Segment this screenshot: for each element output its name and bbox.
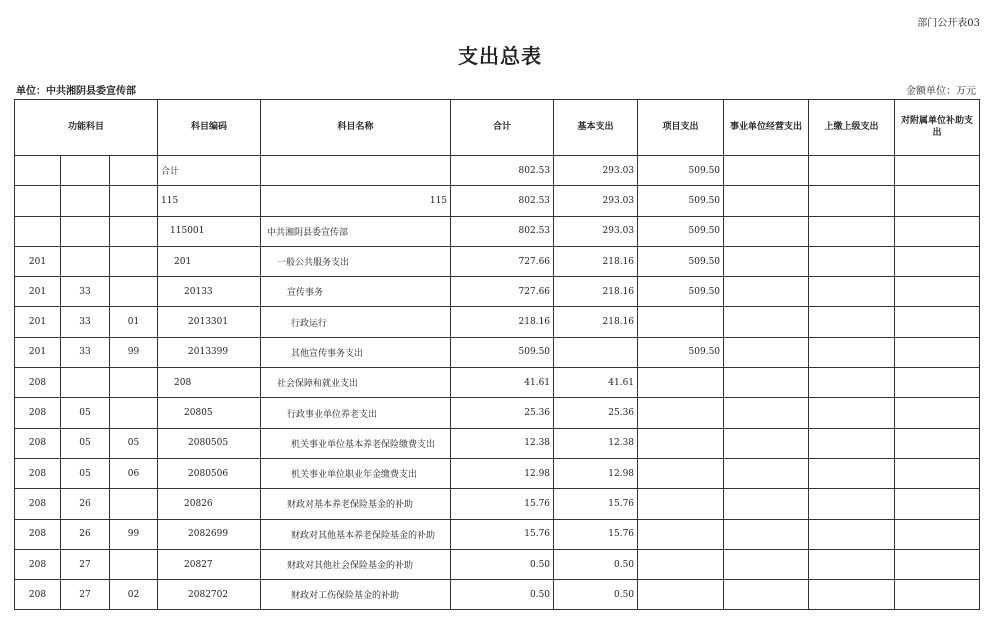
basic-cell: 293.03 [554, 156, 638, 186]
upper-cell [809, 186, 895, 216]
business-cell [724, 307, 809, 337]
func-subitem-cell [110, 277, 158, 307]
subject-name-cell: 其他宣传事务支出 [261, 337, 451, 367]
func-item-cell: 33 [61, 307, 110, 337]
func-subitem-cell [110, 398, 158, 428]
subject-name-cell: 中共湘阴县委宣传部 [261, 216, 451, 246]
total-cell: 727.66 [451, 277, 554, 307]
subsidy-cell [895, 580, 980, 610]
subsidy-cell [895, 519, 980, 549]
unit-label: 单位：中共湘阴县委宣传部 [16, 86, 136, 97]
upper-cell [809, 428, 895, 458]
func-item-cell [61, 156, 110, 186]
business-cell [724, 216, 809, 246]
basic-cell: 218.16 [554, 246, 638, 276]
header-subject-code: 科目编码 [158, 100, 261, 156]
basic-cell: 25.36 [554, 398, 638, 428]
func-class-cell: 208 [15, 489, 61, 519]
subject-code-cell: 合计 [158, 156, 261, 186]
func-subitem-cell: 05 [110, 428, 158, 458]
upper-cell [809, 216, 895, 246]
subject-name-cell: 财政对其他社会保险基金的补助 [261, 549, 451, 579]
subsidy-cell [895, 307, 980, 337]
subject-code-cell: 20826 [158, 489, 261, 519]
business-cell [724, 428, 809, 458]
project-cell: 509.50 [638, 186, 724, 216]
header-basic-expense: 基本支出 [554, 100, 638, 156]
table-row [15, 458, 980, 488]
subsidy-cell [895, 156, 980, 186]
header-subsidy-expense: 对附属单位补助支出 [895, 100, 980, 156]
func-subitem-cell: 06 [110, 458, 158, 488]
subject-code-cell: 2013399 [158, 337, 261, 367]
subsidy-cell [895, 489, 980, 519]
table-row [15, 489, 980, 519]
business-cell [724, 398, 809, 428]
table-row [15, 307, 980, 337]
func-item-cell [61, 216, 110, 246]
basic-cell: 218.16 [554, 277, 638, 307]
expenditure-table [14, 99, 980, 610]
project-cell [638, 580, 724, 610]
subject-code-cell: 2082702 [158, 580, 261, 610]
project-cell: 509.50 [638, 216, 724, 246]
basic-cell: 293.03 [554, 216, 638, 246]
basic-cell: 0.50 [554, 580, 638, 610]
upper-cell [809, 549, 895, 579]
total-cell: 15.76 [451, 519, 554, 549]
func-class-cell: 208 [15, 519, 61, 549]
total-cell: 727.66 [451, 246, 554, 276]
func-class-cell: 208 [15, 580, 61, 610]
func-class-cell: 201 [15, 246, 61, 276]
project-cell [638, 368, 724, 398]
func-subitem-cell [110, 156, 158, 186]
func-class-cell: 201 [15, 307, 61, 337]
project-cell: 509.50 [638, 277, 724, 307]
total-cell: 0.50 [451, 549, 554, 579]
func-item-cell: 27 [61, 549, 110, 579]
business-cell [724, 549, 809, 579]
upper-cell [809, 580, 895, 610]
subject-code-cell: 201 [158, 246, 261, 276]
table-row [15, 337, 980, 367]
basic-cell: 218.16 [554, 307, 638, 337]
subsidy-cell [895, 337, 980, 367]
func-item-cell [61, 246, 110, 276]
subject-code-cell: 208 [158, 368, 261, 398]
subject-code-cell: 115001 [158, 216, 261, 246]
func-item-cell: 05 [61, 428, 110, 458]
func-subitem-cell: 02 [110, 580, 158, 610]
func-item-cell [61, 368, 110, 398]
subject-name-cell: 社会保障和就业支出 [261, 368, 451, 398]
table-row [15, 186, 980, 216]
subsidy-cell [895, 428, 980, 458]
func-item-cell: 05 [61, 458, 110, 488]
func-class-cell: 208 [15, 368, 61, 398]
basic-cell: 12.98 [554, 458, 638, 488]
basic-cell: 41.61 [554, 368, 638, 398]
func-subitem-cell [110, 368, 158, 398]
subject-name-cell: 行政运行 [261, 307, 451, 337]
page-title: 支出总表 [458, 44, 542, 68]
func-item-cell: 33 [61, 337, 110, 367]
func-class-cell: 208 [15, 398, 61, 428]
table-row [15, 549, 980, 579]
header-func-subject: 功能科目 [15, 100, 158, 156]
basic-cell: 15.76 [554, 519, 638, 549]
basic-cell: 12.38 [554, 428, 638, 458]
business-cell [724, 458, 809, 488]
table-row [15, 156, 980, 186]
subsidy-cell [895, 458, 980, 488]
project-cell: 509.50 [638, 156, 724, 186]
header-total: 合计 [451, 100, 554, 156]
business-cell [724, 246, 809, 276]
subject-name-cell: 财政对工伤保险基金的补助 [261, 580, 451, 610]
header-upper-payment: 上缴上级支出 [809, 100, 895, 156]
subsidy-cell [895, 368, 980, 398]
subject-name-cell: 机关事业单位职业年金缴费支出 [261, 458, 451, 488]
func-item-cell: 26 [61, 519, 110, 549]
subject-name-cell: 机关事业单位基本养老保险缴费支出 [261, 428, 451, 458]
upper-cell [809, 519, 895, 549]
subject-name-cell: 宣传事务 [261, 277, 451, 307]
func-class-cell [15, 186, 61, 216]
subsidy-cell [895, 216, 980, 246]
project-cell: 509.50 [638, 337, 724, 367]
table-row [15, 398, 980, 428]
subsidy-cell [895, 186, 980, 216]
func-item-cell: 05 [61, 398, 110, 428]
business-cell [724, 580, 809, 610]
subject-name-cell: 财政对基本养老保险基金的补助 [261, 489, 451, 519]
subject-code-cell: 20133 [158, 277, 261, 307]
header-business-expense: 事业单位经营支出 [724, 100, 809, 156]
table-row [15, 216, 980, 246]
total-cell: 218.16 [451, 307, 554, 337]
upper-cell [809, 398, 895, 428]
business-cell [724, 368, 809, 398]
func-item-cell: 33 [61, 277, 110, 307]
subject-code-cell: 2013301 [158, 307, 261, 337]
project-cell [638, 398, 724, 428]
subject-code-cell: 115 [158, 186, 261, 216]
subject-name-cell [261, 156, 451, 186]
upper-cell [809, 368, 895, 398]
func-subitem-cell [110, 216, 158, 246]
subsidy-cell [895, 246, 980, 276]
func-subitem-cell [110, 549, 158, 579]
total-cell: 802.53 [451, 216, 554, 246]
func-class-cell: 208 [15, 428, 61, 458]
func-item-cell: 26 [61, 489, 110, 519]
func-class-cell: 201 [15, 337, 61, 367]
func-class-cell: 201 [15, 277, 61, 307]
project-cell [638, 519, 724, 549]
func-subitem-cell: 99 [110, 337, 158, 367]
total-cell: 12.38 [451, 428, 554, 458]
func-class-cell [15, 156, 61, 186]
func-class-cell: 208 [15, 549, 61, 579]
project-cell [638, 489, 724, 519]
basic-cell: 15.76 [554, 489, 638, 519]
func-item-cell: 27 [61, 580, 110, 610]
subject-name-cell: 行政事业单位养老支出 [261, 398, 451, 428]
project-cell [638, 428, 724, 458]
subsidy-cell [895, 398, 980, 428]
total-cell: 41.61 [451, 368, 554, 398]
amount-unit-label: 金额单位：万元 [906, 86, 976, 97]
total-cell: 15.76 [451, 489, 554, 519]
upper-cell [809, 156, 895, 186]
total-cell: 0.50 [451, 580, 554, 610]
subject-name-cell: 财政对其他基本养老保险基金的补助 [261, 519, 451, 549]
upper-cell [809, 337, 895, 367]
func-subitem-cell [110, 246, 158, 276]
business-cell [724, 337, 809, 367]
total-cell: 12.98 [451, 458, 554, 488]
subject-code-cell: 20805 [158, 398, 261, 428]
table-header-row [15, 100, 980, 156]
project-cell [638, 458, 724, 488]
project-cell [638, 307, 724, 337]
total-cell: 802.53 [451, 156, 554, 186]
basic-cell: 0.50 [554, 549, 638, 579]
func-item-cell [61, 186, 110, 216]
subsidy-cell [895, 277, 980, 307]
subject-name-cell: 一般公共服务支出 [261, 246, 451, 276]
project-cell [638, 549, 724, 579]
basic-cell [554, 337, 638, 367]
project-cell: 509.50 [638, 246, 724, 276]
subject-name-cell: 115 [261, 186, 451, 216]
upper-cell [809, 307, 895, 337]
upper-cell [809, 246, 895, 276]
table-body [15, 156, 980, 610]
table-row [15, 246, 980, 276]
table-row [15, 277, 980, 307]
form-number: 部门公开表03 [917, 18, 980, 29]
func-subitem-cell: 99 [110, 519, 158, 549]
func-class-cell [15, 216, 61, 246]
upper-cell [809, 277, 895, 307]
func-subitem-cell [110, 489, 158, 519]
upper-cell [809, 458, 895, 488]
subject-code-cell: 2082699 [158, 519, 261, 549]
func-subitem-cell: 01 [110, 307, 158, 337]
table-row [15, 368, 980, 398]
subsidy-cell [895, 549, 980, 579]
total-cell: 802.53 [451, 186, 554, 216]
func-class-cell: 208 [15, 458, 61, 488]
business-cell [724, 186, 809, 216]
total-cell: 509.50 [451, 337, 554, 367]
table-row [15, 580, 980, 610]
business-cell [724, 519, 809, 549]
business-cell [724, 156, 809, 186]
business-cell [724, 277, 809, 307]
subject-code-cell: 2080505 [158, 428, 261, 458]
header-subject-name: 科目名称 [261, 100, 451, 156]
basic-cell: 293.03 [554, 186, 638, 216]
total-cell: 25.36 [451, 398, 554, 428]
func-subitem-cell [110, 186, 158, 216]
business-cell [724, 489, 809, 519]
table-row [15, 428, 980, 458]
table-row [15, 519, 980, 549]
header-project-expense: 项目支出 [638, 100, 724, 156]
subject-code-cell: 20827 [158, 549, 261, 579]
upper-cell [809, 489, 895, 519]
subject-code-cell: 2080506 [158, 458, 261, 488]
